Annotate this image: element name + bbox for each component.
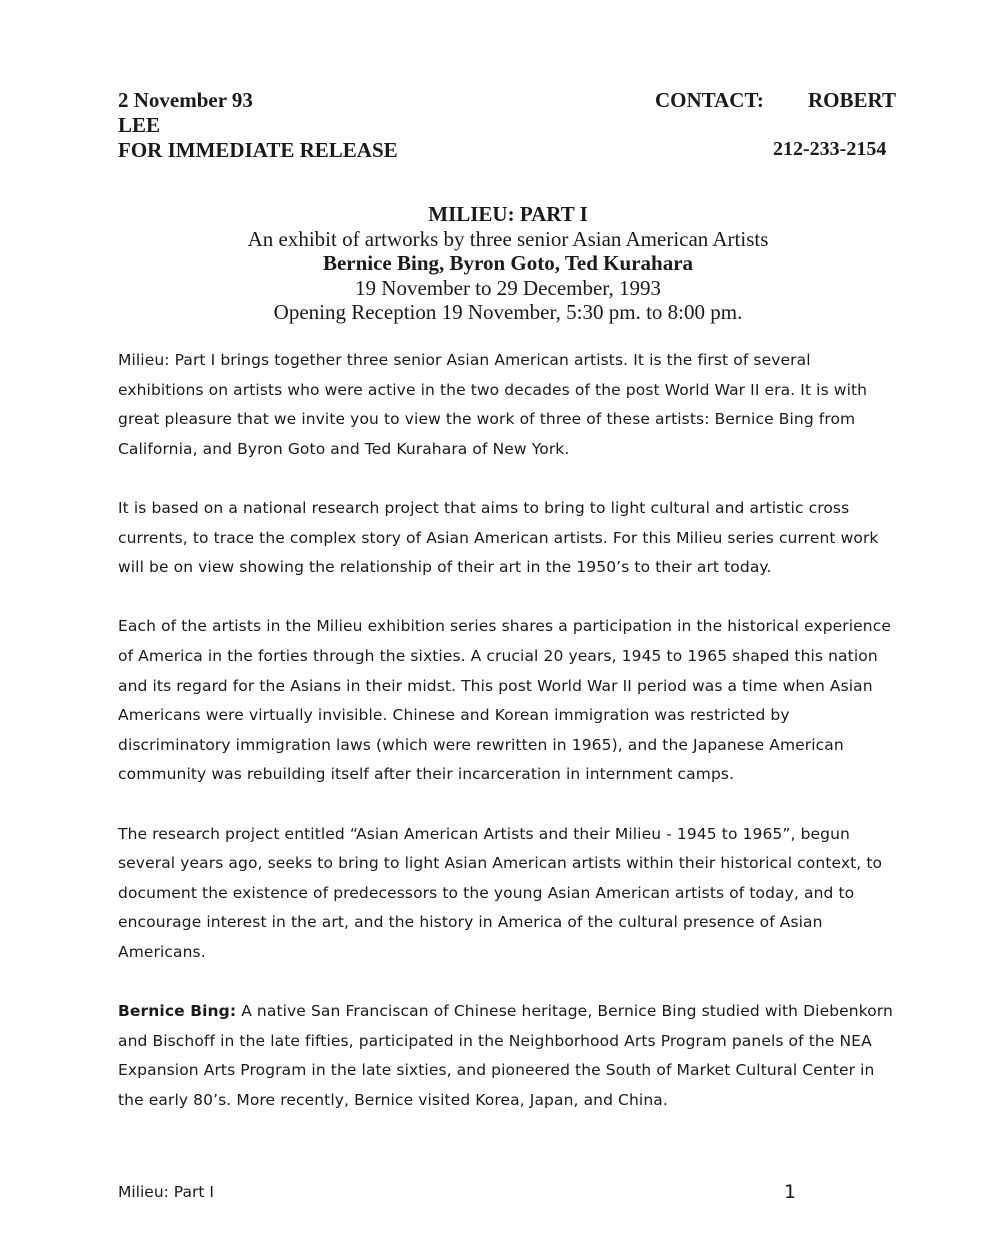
- release-date: 2 November 93: [118, 88, 253, 112]
- footer-title: Milieu: Part I: [118, 1183, 214, 1201]
- bernice-bing-lead: Bernice Bing:: [118, 1002, 237, 1021]
- paragraph-research-project: The research project entitled “Asian American Artists and their Milieu - 1945 to 1965”, begun several years ago, seeks to bring to light Asian American artists within their historical context, to document the existence of predecessors to the young Asian American artists of today, and to encourage interest in the art, and the history in America of the cultural presence of Asian Americans.: [118, 824, 883, 961]
- contact-name: ROBERT: [808, 88, 896, 112]
- paragraph-research-basis: It is based on a national research project that aims to bring to light cultural and artistic cross currents, to trace the complex story of Asian American artists. For this Milieu series current work will be on view showing the relationship of their art in the 1950’s to their art today.: [118, 498, 879, 577]
- body-text: [118, 346, 898, 1145]
- opening-reception: Opening Reception 19 November, 5:30 pm. to 8:00 pm.: [273, 300, 743, 324]
- release-notice: FOR IMMEDIATE RELEASE: [118, 138, 398, 162]
- title-block: [118, 202, 898, 325]
- contact-phone: 212-233-2154: [773, 138, 887, 160]
- page-number: 1: [784, 1181, 797, 1203]
- contact-name-continued: LEE: [118, 113, 161, 137]
- contact-label: CONTACT:: [655, 88, 764, 112]
- paragraph-bernice-bing: [118, 997, 898, 1115]
- bernice-bing-text: A native San Franciscan of Chinese heritage, Bernice Bing studied with Diebenkorn and Bischoff in the late fifties, participated in the Neighborhood Arts Program panels of the NEA Expansion Arts Program in the late sixties, and pioneered the South of Market Cultural Center in the early 80’s. More recently, Bernice visited Korea, Japan, and China.: [118, 1002, 893, 1109]
- exhibit-title: MILIEU: PART I: [428, 202, 588, 226]
- header-left-block: [118, 88, 398, 163]
- exhibit-subtitle: An exhibit of artworks by three senior Asian American Artists: [247, 226, 769, 251]
- paragraph-historical-context: Each of the artists in the Milieu exhibition series shares a participation in the historical experience of America in the forties through the sixties. A crucial 20 years, 1945 to 1965 shaped this nation and its regard for the Asians in their midst. This post World War II period was a time when Asian Americans were virtually invisible. Chinese and Korean immigration was restricted by discriminatory immigration laws (which were rewritten in 1965), and the Japanese American community was rebuilding itself after their incarceration in internment camps.: [118, 617, 891, 784]
- paragraph-intro: Milieu: Part I brings together three senior Asian American artists. It is the first of several exhibitions on artists who were active in the two decades of the post World War II era. It is with great pleasure that we invite you to view the work of three of these artists: Bernice Bing from California, and Byron Goto and Ted Kurahara of New York.: [118, 351, 868, 458]
- exhibit-artists: Bernice Bing, Byron Goto, Ted Kurahara: [322, 251, 694, 275]
- exhibit-dates: 19 November to 29 December, 1993: [355, 275, 661, 300]
